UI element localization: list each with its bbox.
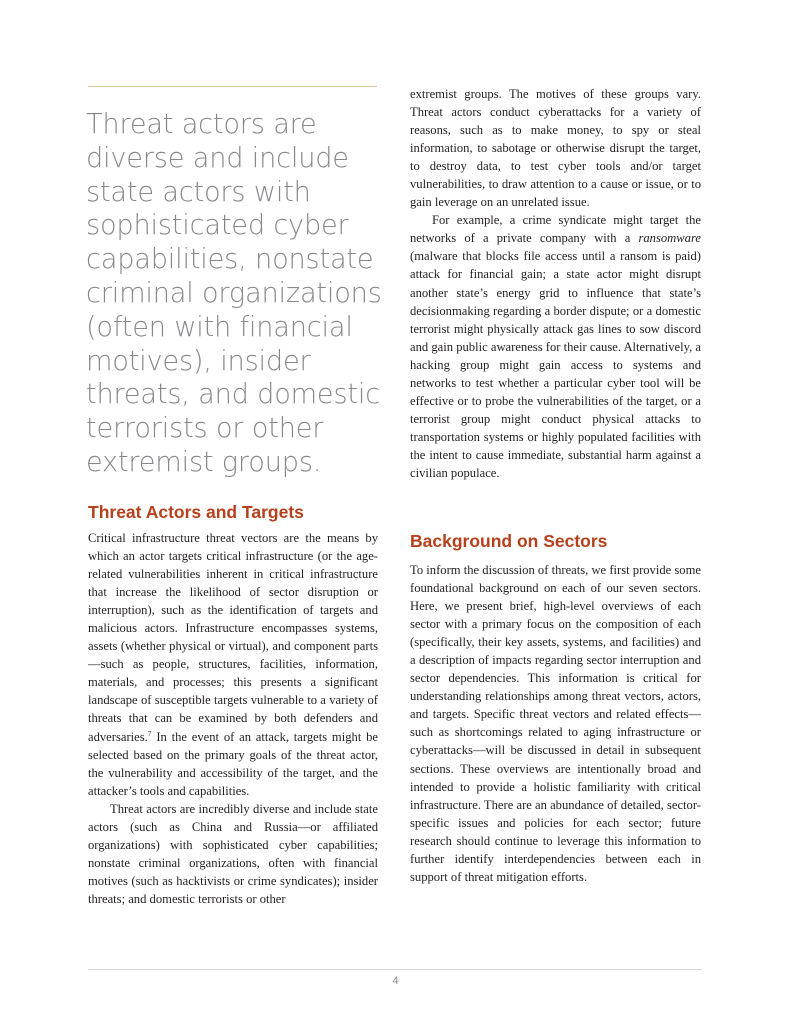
paragraph-text: For example, a crime syndicate might target the networks of a private company with a <box>410 213 701 246</box>
page-number: 4 <box>392 975 399 987</box>
paragraph: extremist groups. The motives of these groups vary. Threat actors conduct cyberattacks for a variety of reasons, such as to make money, to spy or steal information, to sabotage or otherwise disrupt the target, to destroy data, to test cyber tools and/or target vulnerabilities, to draw attention to a cause or issue, or to gain leverage on an unrelated issue. <box>410 87 701 210</box>
left-column-body <box>88 529 378 908</box>
footer-rule <box>88 969 702 970</box>
paragraph <box>410 211 701 482</box>
paragraph: Threat actors are incredibly diverse and include state actors (such as China and Russia—or affiliated organizations) with sophisticated cyber capabilities; nonstate criminal organizations, often with financial motives (such as hacktivists or crime syndicates); insider threats; and domestic terrorists or other <box>88 801 378 906</box>
right-column-body <box>410 85 701 482</box>
paragraph-text: (malware that blocks file access until a ransom is paid) attack for financial gain; a state actor might disrupt another state’s energy grid to influence that state’s decisionmaking regarding a border dispute; or a domestic terrorist might physically attack gas lines to sow discord and gain public awareness for their cause. Alternatively, a hacking group might gain access to systems and networks to test whether a particular cyber tool will be effective or to probe the vulnerabilities of the target, or a terrorist group might conduct physical attacks to transportation systems or highly populated facilities with the intent to cause immediate, substantial harm against a civilian populace. <box>410 249 701 480</box>
footnote-reference[interactable]: 7 <box>147 728 152 738</box>
pull-quote-top-rule <box>88 86 377 87</box>
pull-quote: Threat actors are diverse and include state actors with sophisticated cyber capabilities, nonstate criminal organizations (often with financial motives), insider threats, and domestic terrorists or other extremist groups. <box>86 109 382 478</box>
paragraph: To inform the discussion of threats, we first provide some foundational background on each of our seven sectors. Here, we present brief, high-level overviews of each sector with a primary focus on the composition of each (specifically, their key assets, systems, and facilities) and a description of impacts regarding sector interruption and sector dependencies. This information is critical for understanding relationships among threat vectors, actors, and targets. Specific threat vectors and related effects—such as shortcomings related to aging infrastructure or cyberattacks—will be discussed in detail in subsequent sections. These overviews are intentionally broad and intended to provide a holistic familiarity with critical infrastructure. There are an abundance of detailed, sector-specific issues and policies for each sector; future research should continue to leverage this information to further identify interdependencies between each in support of threat mitigation efforts. <box>410 563 701 884</box>
right-column-body-lower <box>410 561 701 886</box>
paragraph-text: In the event of an attack, targets might be selected based on the primary goals of the threat actor, the vulnerability and accessibility of the target, and the attacker’s tools and capabilities. <box>88 729 378 798</box>
paragraph <box>88 529 378 800</box>
term-emphasis: ransomware <box>638 231 701 246</box>
paragraph-text: Critical infrastructure threat vectors are the means by which an actor targets critical infrastructure (or the age-related vulnerabilities inherent in critical infrastructure that increase the likelihood of sector disruption or interruption), such as the identification of targets and malicious actors. Infrastructure encompasses systems, assets (whether physical or virtual), and component parts—such as people, structures, facilities, information, materials, and processes; this presents a significant landscape of susceptible targets vulnerable to a variety of threats that can be examined by both defenders and adversaries. <box>88 531 378 744</box>
section-heading-background-sectors: Background on Sectors <box>410 531 608 551</box>
section-heading-threat-actors: Threat Actors and Targets <box>88 502 304 522</box>
